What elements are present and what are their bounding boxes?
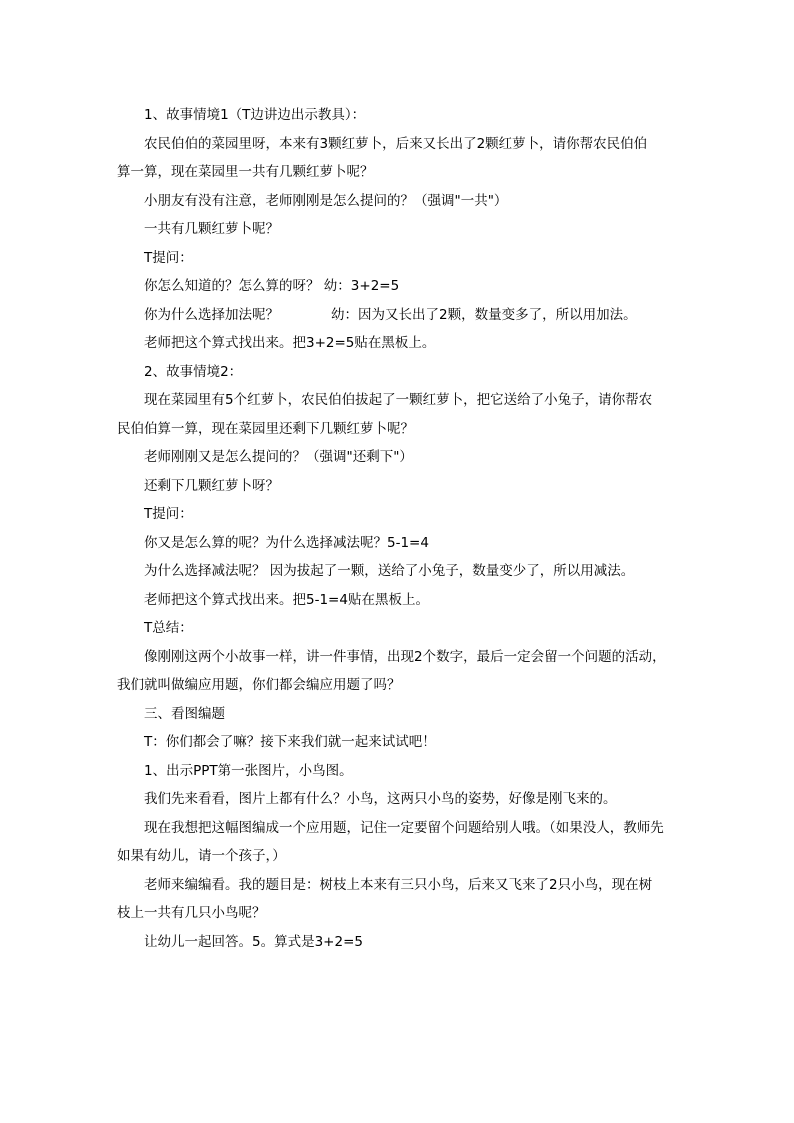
- text-line-21: [117, 671, 682, 700]
- text-line-28-content: 老师来编编看。我的题目是：树枝上本来有三只小鸟，后来又飞来了2只小鸟，现在树: [144, 876, 653, 893]
- text-line-14-content: 还剩下几颗红萝卜呀？: [144, 477, 279, 494]
- text-line-10-content: 2、故事情境2：: [144, 363, 243, 380]
- text-line-5: [117, 215, 682, 244]
- text-line-4: [117, 187, 682, 216]
- text-line-13: [117, 443, 682, 472]
- text-line-18-content: 老师把这个算式找出来。把5-1=4贴在黑板上。: [144, 591, 429, 608]
- text-line-11: [117, 386, 682, 415]
- text-line-21-content: 我们就叫做编应用题，你们都会编应用题了吗？: [117, 677, 401, 693]
- text-line-13-content: 老师刚刚又是怎么提问的？（强调"还剩下"）: [144, 449, 413, 465]
- text-line-10: [117, 358, 682, 387]
- text-line-5-content: 一共有几颗红萝卜呢？: [144, 221, 279, 237]
- text-line-29: [117, 899, 682, 928]
- text-line-27-content: 如果有幼儿，请一个孩子，）: [117, 848, 286, 864]
- text-line-9: [117, 329, 682, 358]
- text-line-28: [117, 871, 682, 900]
- text-line-7-content: 你怎么知道的？怎么算的呀？ 幼：3+2=5: [144, 278, 400, 294]
- text-line-6: [117, 244, 682, 273]
- text-line-18: [117, 586, 682, 615]
- text-line-3: [117, 158, 682, 187]
- text-line-30-content: 让幼儿一起回答。5。算式是3+2=5: [144, 933, 363, 950]
- text-line-1: [117, 101, 682, 130]
- text-line-26-content: 现在我想把这幅图编成一个应用题，记住一定要留个问题给别人哦。（如果没人，教师先: [144, 819, 664, 836]
- text-line-17: [117, 557, 682, 586]
- text-line-15: [117, 500, 682, 529]
- text-line-12-content: 民伯伯算一算，现在菜园里还剩下几颗红萝卜呢？: [117, 420, 414, 437]
- text-line-22: [117, 700, 682, 729]
- text-line-9-content: 老师把这个算式找出来。把3+2=5贴在黑板上。: [144, 335, 436, 351]
- text-line-8-answer: 幼：因为又长出了2颗，数量变多了，所以用加法。: [331, 306, 637, 323]
- text-line-24-content: 1、出示PPT第一张图片，小鸟图。: [144, 762, 353, 779]
- text-line-3-content: 算一算，现在菜园里一共有几颗红萝卜呢？: [117, 164, 374, 180]
- text-line-16-content: 你又是怎么算的呢？为什么选择减法呢？5-1=4: [144, 534, 429, 551]
- text-line-17-content: 为什么选择减法呢？ 因为拔起了一颗，送给了小兔子，数量变少了，所以用减法。: [144, 563, 635, 579]
- text-line-20-content: 像刚刚这两个小故事一样，讲一件事情，出现2个数字，最后一定会留一个问题的活动，: [144, 648, 666, 665]
- text-line-6-content: T提问：: [144, 249, 193, 266]
- text-line-1-content: 1、故事情境1（T边讲边出示教具）：: [144, 107, 366, 123]
- text-line-14: [117, 472, 682, 501]
- text-line-15-content: T提问：: [144, 506, 193, 522]
- text-line-30: [117, 928, 682, 957]
- text-line-4-content: 小朋友有没有注意，老师刚刚是怎么提问的？（强调"一共"）: [144, 192, 508, 209]
- text-line-20: [117, 643, 682, 672]
- text-line-11-content: 现在菜园里有5个红萝卜，农民伯伯拔起了一颗红萝卜，把它送给了小兔子，请你帮农: [144, 392, 653, 408]
- text-line-2-content: 农民伯伯的菜园里呀，本来有3颗红萝卜，后来又长出了2颗红萝卜，请你帮农民伯伯: [144, 135, 648, 152]
- text-line-29-content: 枝上一共有几只小鸟呢？: [117, 905, 266, 921]
- text-line-16: [117, 529, 682, 558]
- text-line-25-content: 我们先来看看，图片上都有什么？小鸟，这两只小鸟的姿势，好像是刚飞来的。: [144, 791, 617, 807]
- text-line-12: [117, 415, 682, 444]
- text-line-27: [117, 842, 682, 871]
- text-line-8: [117, 301, 682, 330]
- text-line-2: [117, 130, 682, 159]
- text-line-8-content: 你为什么选择加法呢？: [144, 306, 279, 323]
- text-line-23: [117, 728, 682, 757]
- text-line-24: [117, 757, 682, 786]
- text-line-7: [117, 272, 682, 301]
- text-line-19-content: T总结：: [144, 620, 193, 636]
- text-line-19: [117, 614, 682, 643]
- text-line-25: [117, 785, 682, 814]
- text-line-26: [117, 814, 682, 843]
- document-body: [117, 101, 682, 956]
- section-heading: 三、看图编题: [144, 705, 225, 722]
- text-line-23-content: T：你们都会了嘛？接下来我们就一起来试试吧！: [144, 734, 436, 750]
